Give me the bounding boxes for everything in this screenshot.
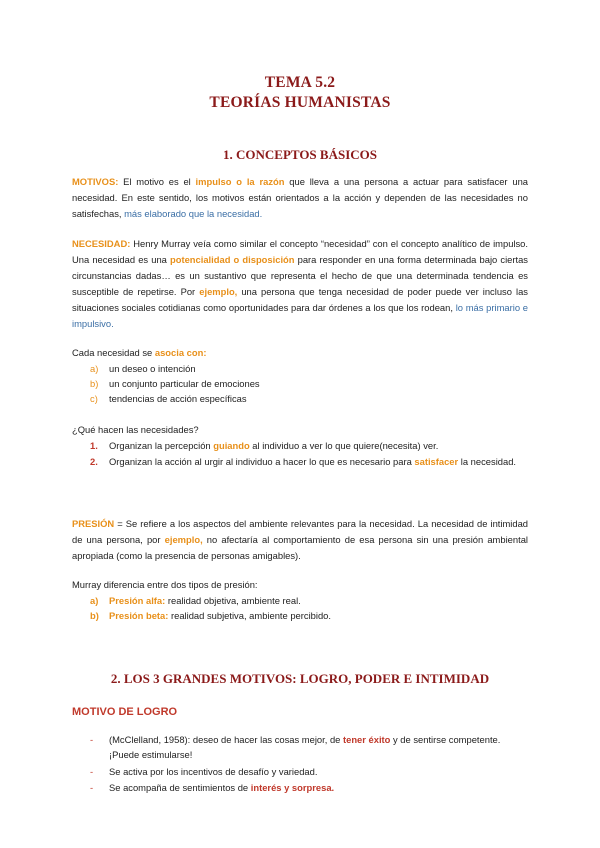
necesidad-text-2: para responder en una forma determinada bajo ciertas circunstancias dadas… es un sustantivo que representa el hecho de que una determinada tendencia es susceptible de repetirse. Por [72,254,528,297]
bullet-marker-2: - [90,766,94,777]
numbered-marker-1: 1. [90,440,98,451]
bullet-item-2: Se activa por los incentivos de desafío y variedad. [109,766,318,777]
list-item-b: un conjunto particular de emociones [109,378,260,389]
presion-text-2: no afectaría al comportamiento de esa persona sin una presión ambiental apropiada (como la presencia de personas amigables). [72,534,528,561]
tipos-marker-a: a) [90,595,99,606]
guiando-highlight: guiando [213,440,250,451]
necesidad-text-3: una persona que tenga necesidad de poder puede ver incluso las situaciones sociales cotidianas como oportunidades para dar órdenes a los que los rodean, [72,286,528,313]
bullet-item-3 [109,781,334,795]
list-marker-c: c) [90,393,98,404]
bullet-marker-1: - [90,734,94,745]
presion-highlight: ejemplo, [164,534,203,545]
tipos-marker-b: b) [90,610,99,621]
presion-alfa-text: realidad objetiva, ambiente real. [165,595,301,606]
asocia-intro [72,346,206,360]
bullet-item-1 [109,733,500,747]
list-marker-a: a) [90,363,99,374]
tener-exito-highlight: tener éxito [342,734,391,745]
necesidad-text-1: Henry Murray veía como similar el concepto “necesidad” con el concepto analítico de impulso. Una necesidad es una [72,238,528,265]
motivos-text-2: que lleva a una persona a actuar para satisfacer una necesidad. En este sentido, los motivos están orientados a la acción y dependen de las necesidades no satisfechas, [72,176,528,219]
asocia-text: Cada necesidad se [72,347,155,358]
bullet-marker-3: - [90,782,94,793]
necesidad-highlight-2: ejemplo, [199,286,238,297]
list-item-a: un deseo o intención [109,363,196,374]
presion-paragraph [72,516,528,564]
section2-heading: 2. LOS 3 GRANDES MOTIVOS: LOGRO, PODER E INTIMIDAD [110,671,490,686]
numbered-item-2 [109,454,528,470]
numbered-item-1 [109,439,438,453]
bullet-3-text: Se acompaña de sentimientos de [109,782,251,793]
section1-heading: 1. CONCEPTOS BÁSICOS [223,147,377,162]
tipos-intro: Murray diferencia entre dos tipos de presión: [72,579,258,590]
document-title-line2: TEORÍAS HUMANISTAS [209,94,391,111]
numbered-item-2-text-2: la necesidad. [458,456,517,467]
tipos-item-a [109,594,301,608]
motivos-label: MOTIVOS: [72,176,119,187]
numbered-item-2-text-1: Organizan la acción al urgir al individuo a hacer lo que es necesario para [109,456,415,467]
numbered-marker-2: 2. [90,456,98,467]
motivos-highlight: impulso o la razón [195,176,285,187]
list-item-c: tendencias de acción específicas [109,393,247,404]
numbered-item-1-text-2: al individuo a ver lo que quiere(necesita) ver. [249,440,439,451]
motivo-logro-subheading: MOTIVO DE LOGRO [72,706,178,718]
tipos-item-b [109,609,331,623]
list-marker-b: b) [90,378,99,389]
presion-beta-label: Presión beta: [109,610,169,621]
bullet-1-text-1: (McClelland, 1958): deseo de hacer las cosas mejor, de [109,734,343,745]
necesidad-highlight-1: potencialidad o disposición [170,254,295,265]
motivos-paragraph [72,174,528,222]
presion-beta-text: realidad subjetiva, ambiente percibido. [168,610,331,621]
motivos-blue-note: más elaborado que la necesidad. [124,208,263,219]
asocia-highlight: asocia con: [154,347,207,358]
presion-label: PRESIÓN [72,518,115,529]
document-title-line1: TEMA 5.2 [264,74,336,91]
bullet-item-1-line2: ¡Puede estimularse! [109,749,193,760]
presion-alfa-label: Presión alfa: [109,595,166,606]
necesidad-paragraph [72,236,528,332]
motivos-text-1: El motivo es el [118,176,196,187]
numbered-item-1-text-1: Organizan la percepción [109,440,214,451]
que-hacen-question: ¿Qué hacen las necesidades? [72,424,199,435]
necesidad-blue-note: lo más primario e impulsivo. [72,302,528,329]
presion-text-1: = Se refiere a los aspectos del ambiente relevantes para la necesidad. La necesidad de intimidad de una persona, por [72,518,528,545]
necesidad-label: NECESIDAD: [72,238,131,249]
bullet-1-text-2: y de sentirse competente. [390,734,501,745]
satisfacer-highlight: satisfacer [414,456,459,467]
interes-sorpresa-highlight: interés y sorpresa. [250,782,335,793]
